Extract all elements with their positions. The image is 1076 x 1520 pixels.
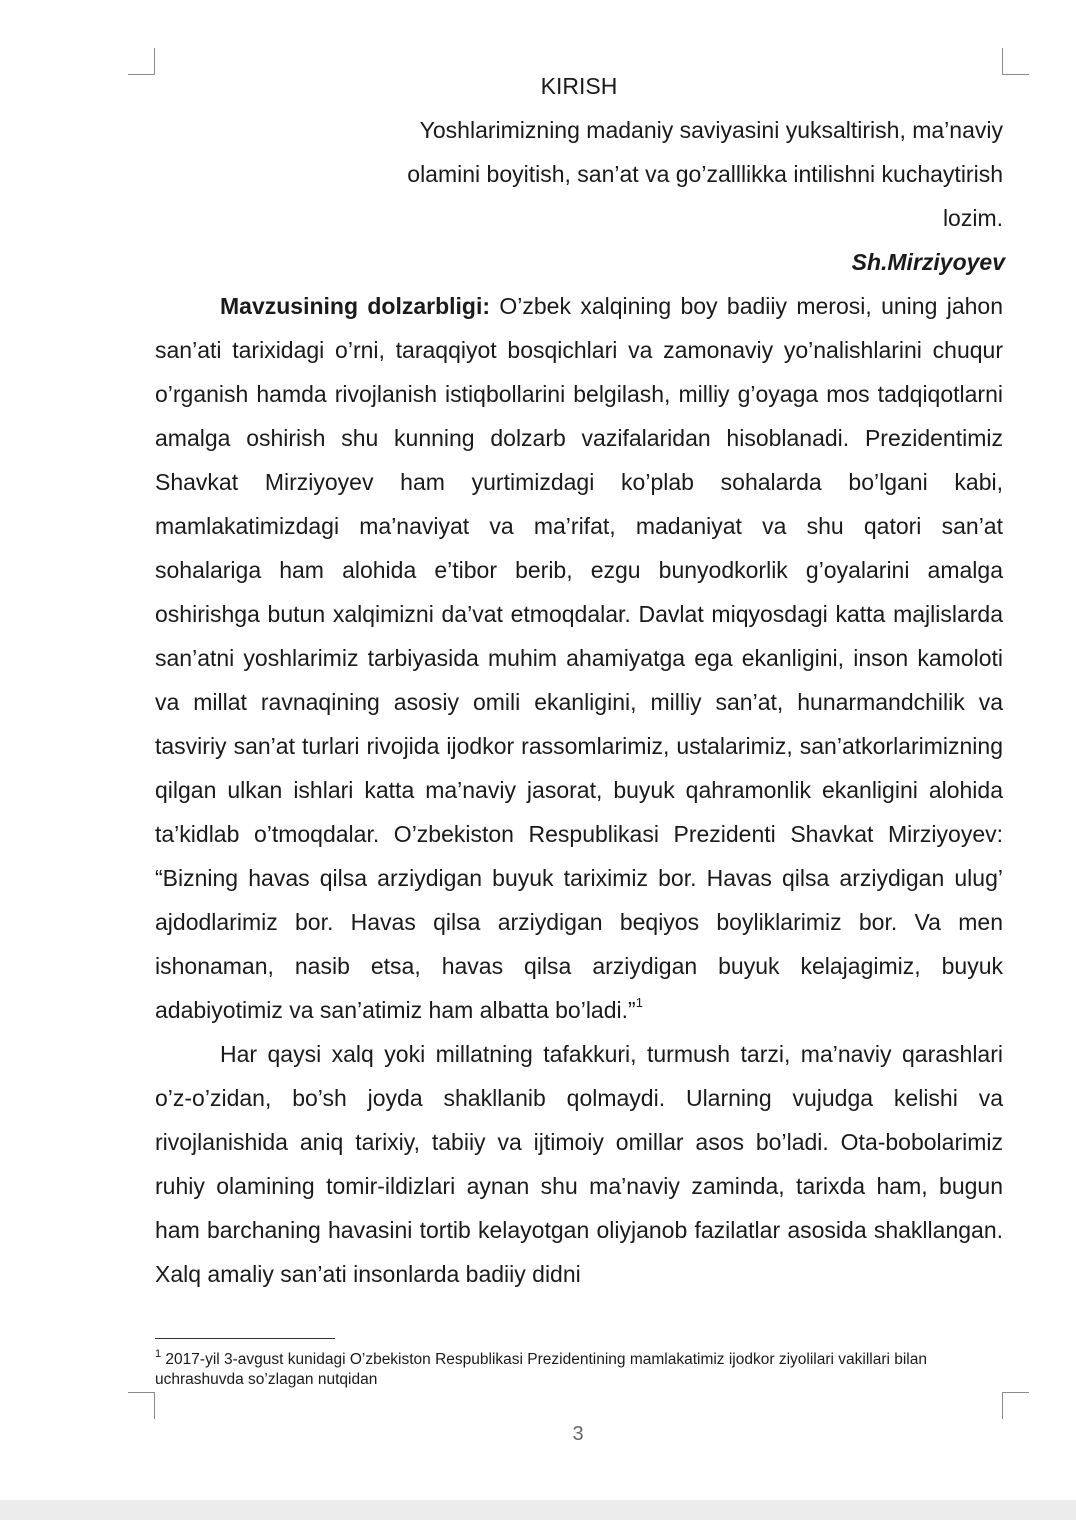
crop-mark-top-left [128, 48, 155, 75]
footnote-separator [155, 1338, 335, 1339]
crop-mark-bottom-left [128, 1392, 155, 1419]
epigraph-line-1: Yoshlarimizning madaniy saviyasini yuksaltirish, ma’naviy [419, 117, 1003, 143]
footnote-reference[interactable]: 1 [635, 995, 643, 1011]
viewer-background-strip [0, 1500, 1076, 1520]
paragraph-1-text: O’zbek xalqining boy badiiy merosi, uning jahon san’ati tarixidagi o’rni, taraqqiyot bosqichlari va zamonaviy yo’nalishlarini chuqur o’rganish hamda rivojlanish istiqbollarini belgilash, milliy g’oyaga mos tadqiqotlarni amalga oshirish shu kunning dolzarb vazifalaridan hisoblanadi. Prezidentimiz Shavkat Mirziyoyev ham yurtimizdagi ko’plab sohalarda bo’lgani kabi, mamlakatimizdagi ma’naviyat va ma’rifat, madaniyat va shu qatori san’at sohalariga ham alohida e’tibor berib, ezgu bunyodkorlik g’oyalarini amalga oshirishga butun xalqimizni da’vat etmoqdalar. Davlat miqyosdagi katta majlislarda san’atni yoshlarimiz tarbiyasida muhim ahamiyatga ega ekanligini, inson kamoloti va millat ravnaqining asosiy omili ekanligini, milliy san’at, hunarmandchilik va tasviriy san’at turlari rivojida ijodkor rassomlarimiz, ustalarimiz, san’atkorlarimizning qilgan ulkan ishlari katta ma’naviy jasorat, buyuk qahramonlik ekanligini alohida ta’kidlab o’tmoqdalar. O’zbekiston Respublikasi Prezidenti Shavkat Mirziyoyev: “Bizning havas qilsa arziydigan buyuk tariximiz bor. Havas qilsa arziydigan ulug’ ajdodlarimiz bor. Havas qilsa arziydigan beqiyos boyliklarimiz bor. Va men ishonaman, nasib etsa, havas qilsa arziydigan buyuk kelajagimiz, buyuk adabiyotimiz va san’atimiz ham albatta bo’ladi.” [155, 293, 1004, 1023]
body-text [155, 284, 1003, 1296]
page-number: 3 [572, 1423, 584, 1445]
crop-mark-bottom-right [1002, 1392, 1029, 1419]
footnote-text: 2017-yil 3-avgust kunidagi O’zbekiston Respublikasi Prezidentining mamlakatimiz ijodkor ziyolilari vakillari bilan uchrashuvda so’zlagan nutqidan [155, 1351, 927, 1388]
footnote [155, 1347, 1003, 1390]
footnote-marker: 1 [155, 1347, 162, 1360]
epigraph-line-3: lozim. [942, 205, 1003, 231]
paragraph-lead: Mavzusining dolzarbligi: [220, 293, 491, 319]
crop-mark-top-right [1002, 48, 1029, 75]
section-title: KIRISH [540, 73, 618, 99]
epigraph-author: Sh.Mirziyoyev [851, 249, 1005, 275]
paragraph-1 [155, 284, 1003, 1032]
epigraph [330, 108, 1003, 240]
paragraph-2-text: Har qaysi xalq yoki millatning tafakkuri, turmush tarzi, ma’naviy qarashlari o’z-o’zidan, bo’sh joyda shakllanib qolmaydi. Ularning vujudga kelishi va rivojlanishida aniq tarixiy, tabiiy va ijtimoiy omillar asos bo’ladi. Ota-bobolarimiz ruhiy olamining tomir-ildizlari aynan shu ma’naviy zaminda, tarixda ham, bugun ham barchaning havasini tortib kelayotgan oliyjanob fazilatlar asosida shakllangan. Xalq amaliy san’ati insonlarda badiiy didni [155, 1041, 1003, 1287]
epigraph-line-2: olamini boyitish, san’at va go’zalllikka intilishni kuchaytirish [407, 161, 1003, 187]
paragraph-2 [155, 1032, 1003, 1296]
